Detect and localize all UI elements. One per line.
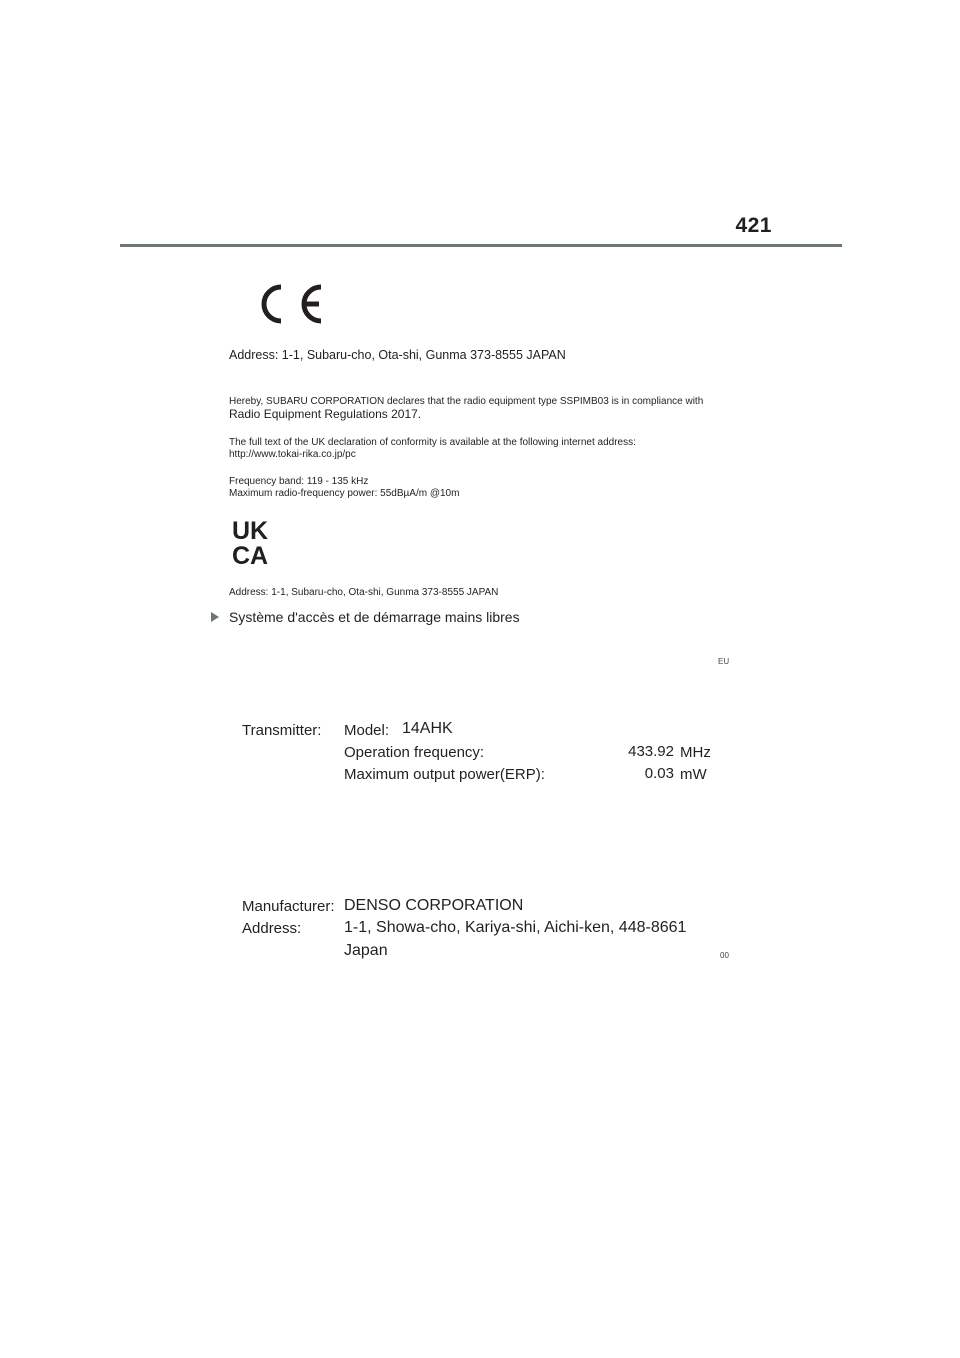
uk-radio-specs (229, 476, 459, 500)
ukca-mark-icon (232, 518, 280, 566)
power-value: 0.03 (644, 765, 674, 782)
section-heading (211, 609, 520, 625)
svg-text:CA: CA (232, 542, 269, 566)
manufacturer-address-line1: 1-1, Showa-cho, Kariya-shi, Aichi-ken, 448-8661 (344, 919, 687, 936)
frequency-value: 433.92 (628, 743, 674, 760)
tag-eu: EU (718, 657, 730, 666)
uk-conformity-text: The full text of the UK declaration of conformity is available at the following internet address: (229, 437, 636, 448)
ce-address: Address: 1-1, Subaru-cho, Ota-shi, Gunma 373-8555 JAPAN (229, 348, 566, 362)
manufacturer-address-line2: Japan (344, 942, 388, 959)
uk-conformity-url: http://www.tokai-rika.co.jp/pc (229, 449, 356, 460)
manufacturer-label: Manufacturer: (242, 898, 335, 915)
ukca-address: Address: 1-1, Subaru-cho, Ota-shi, Gunma 373-8555 JAPAN (229, 587, 499, 598)
uk-max-power: Maximum radio-frequency power: 55dBµA/m @10m (229, 488, 460, 499)
model-label: Model: (344, 722, 390, 739)
power-label: Maximum output power(ERP): (344, 766, 545, 783)
svg-text:UK: UK (232, 518, 269, 545)
header-rule (120, 244, 842, 247)
manufacturer-address-label: Address: (242, 920, 302, 937)
uk-declaration-line1: Hereby, SUBARU CORPORATION declares that the radio equipment type SSPIMB03 is in compliance with (229, 396, 704, 407)
uk-conformity (229, 437, 636, 461)
tag-00: 00 (720, 951, 729, 960)
uk-declaration-line2: Radio Equipment Regulations 2017. (229, 407, 422, 421)
frequency-unit: MHz (680, 744, 711, 761)
ce-mark-icon (249, 282, 325, 326)
triangle-bullet-icon (211, 612, 219, 622)
manufacturer-name: DENSO CORPORATION (344, 897, 524, 914)
page-number: 421 (735, 214, 772, 237)
uk-frequency-band: Frequency band: 119 - 135 kHz (229, 476, 369, 487)
transmitter-label: Transmitter: (242, 722, 322, 739)
frequency-label: Operation frequency: (344, 744, 485, 761)
uk-declaration (229, 396, 703, 420)
model-value: 14AHK (402, 720, 453, 737)
section-heading-text: Système d'accès et de démarrage mains libres (229, 609, 520, 625)
power-unit: mW (680, 766, 707, 783)
